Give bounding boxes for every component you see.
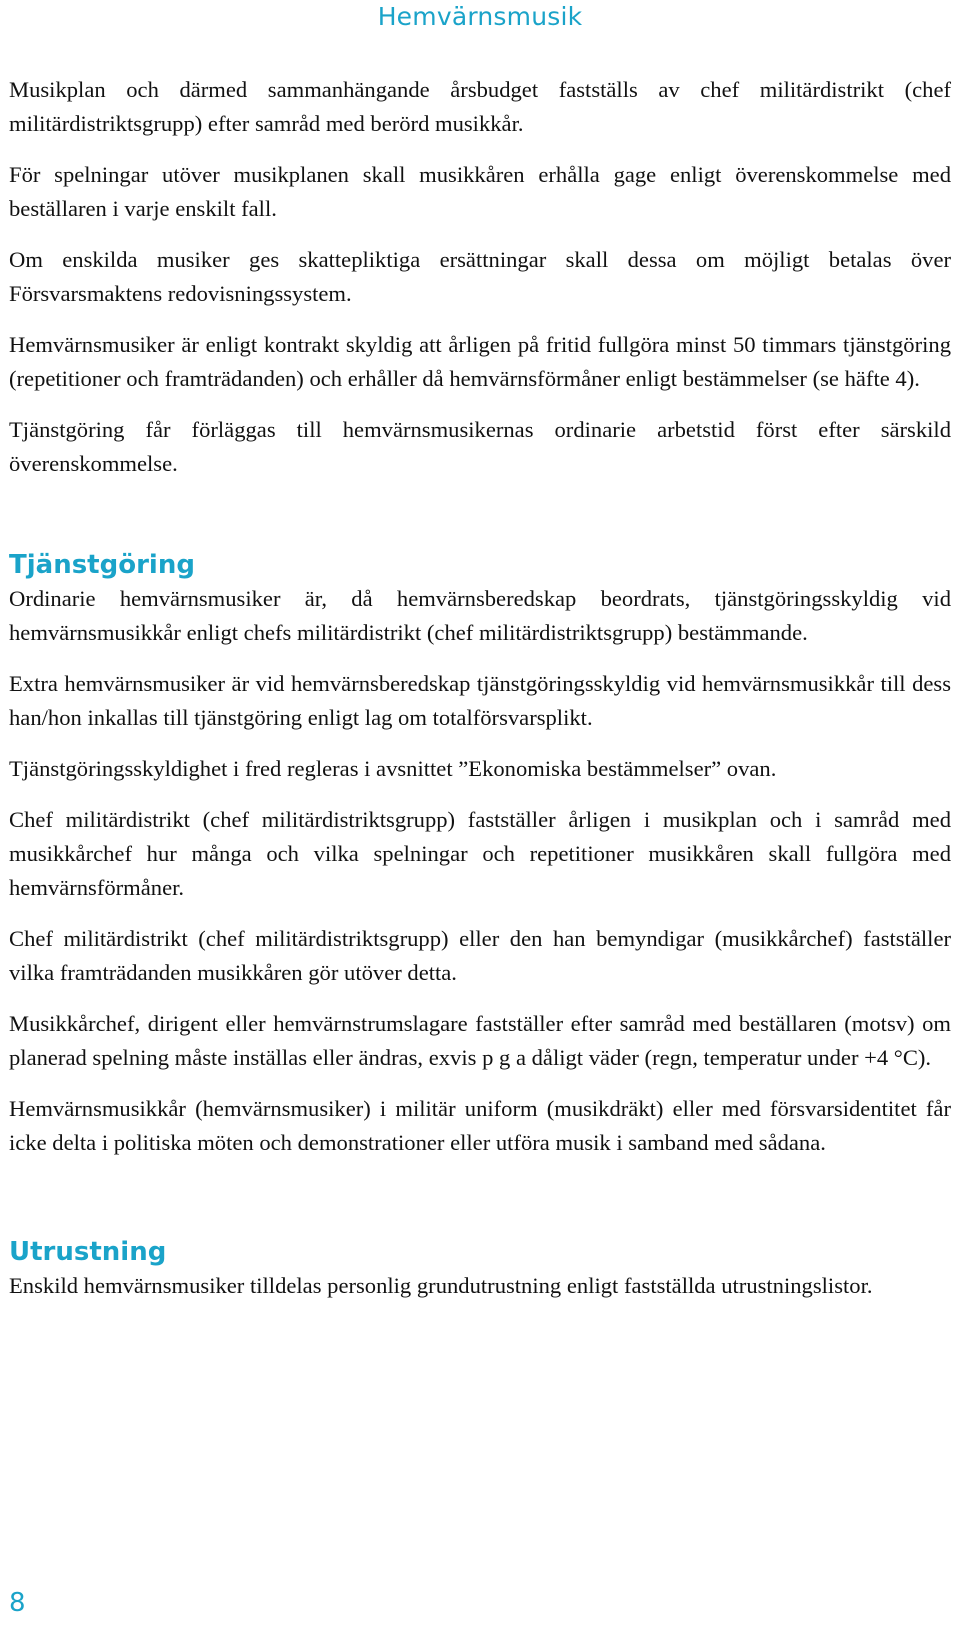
utrustning-section bbox=[9, 1235, 951, 1303]
body-paragraph: Ordinarie hemvärnsmusiker är, då hemvärnsberedskap beordrats, tjänstgöringsskyldig vid hemvärnsmusikkår enligt chefs militärdistrikt (chef militärdistriktsgrupp) bestämmande. bbox=[9, 586, 951, 645]
body-paragraph: Extra hemvärnsmusiker är vid hemvärnsberedskap tjänstgöringsskyldig vid hemvärnsmusikkår till dess han/hon inkallas till tjänstgöring enligt lag om totalförsvarsplikt. bbox=[9, 671, 951, 730]
running-header: Hemvärnsmusik bbox=[377, 2, 583, 31]
body-paragraph: Hemvärnsmusikkår (hemvärnsmusiker) i militär uniform (musikdräkt) eller med försvarsidentitet får icke delta i politiska möten och demonstrationer eller utföra musik i samband med sådana. bbox=[9, 1096, 951, 1155]
section-spacer bbox=[9, 1177, 951, 1235]
section-spacer bbox=[9, 498, 951, 548]
section-heading-tjanstgoring: Tjänstgöring bbox=[9, 550, 195, 580]
body-paragraph: Hemvärnsmusiker är enligt kontrakt skyldig att årligen på fritid fullgöra minst 50 timmars tjänstgöring (repetitioner och framträdanden) och erhåller då hemvärnsförmåner enligt bestämmelser (se häfte 4). bbox=[9, 332, 951, 391]
body-paragraph: För spelningar utöver musikplanen skall musikkåren erhålla gage enligt överenskommelse med beställaren i varje enskilt fall. bbox=[9, 162, 951, 221]
page-number: 8 bbox=[9, 1588, 26, 1618]
body-paragraph: Enskild hemvärnsmusiker tilldelas personlig grundutrustning enligt fastställda utrustningslistor. bbox=[9, 1273, 873, 1298]
body-paragraph: Chef militärdistrikt (chef militärdistriktsgrupp) fastställer årligen i musikplan och i samråd med musikkårchef hur många och vilka spelningar och repetitioner musikkåren skall fullgöra med hemvärnsförmåner. bbox=[9, 807, 951, 900]
body-paragraph: Musikkårchef, dirigent eller hemvärnstrumslagare fastställer efter samråd med beställaren (motsv) om planerad spelning måste inställas eller ändras, exvis p g a dåligt väder (regn, temperatur under +4 °C). bbox=[9, 1011, 951, 1070]
section-heading-utrustning: Utrustning bbox=[9, 1237, 167, 1267]
tjanstgoring-section bbox=[9, 548, 951, 1160]
body-paragraph: Tjänstgöringsskyldighet i fred regleras i avsnittet ”Ekonomiska bestämmelser” ovan. bbox=[9, 756, 777, 781]
page-content bbox=[9, 73, 951, 1320]
body-paragraph: Om enskilda musiker ges skattepliktiga ersättningar skall dessa om möjligt betalas över Försvarsmaktens redovisningssystem. bbox=[9, 247, 951, 306]
body-paragraph: Chef militärdistrikt (chef militärdistriktsgrupp) eller den han bemyndigar (musikkårchef) fastställer vilka framträdanden musikkåren gör utöver detta. bbox=[9, 926, 951, 985]
body-paragraph: Tjänstgöring får förläggas till hemvärnsmusikernas ordinarie arbetstid först efter särskild överenskommelse. bbox=[9, 417, 951, 476]
body-paragraph: Musikplan och därmed sammanhängande årsbudget fastställs av chef militärdistrikt (chef militärdistriktsgrupp) efter samråd med berörd musikkår. bbox=[9, 77, 951, 136]
intro-section bbox=[9, 73, 951, 481]
